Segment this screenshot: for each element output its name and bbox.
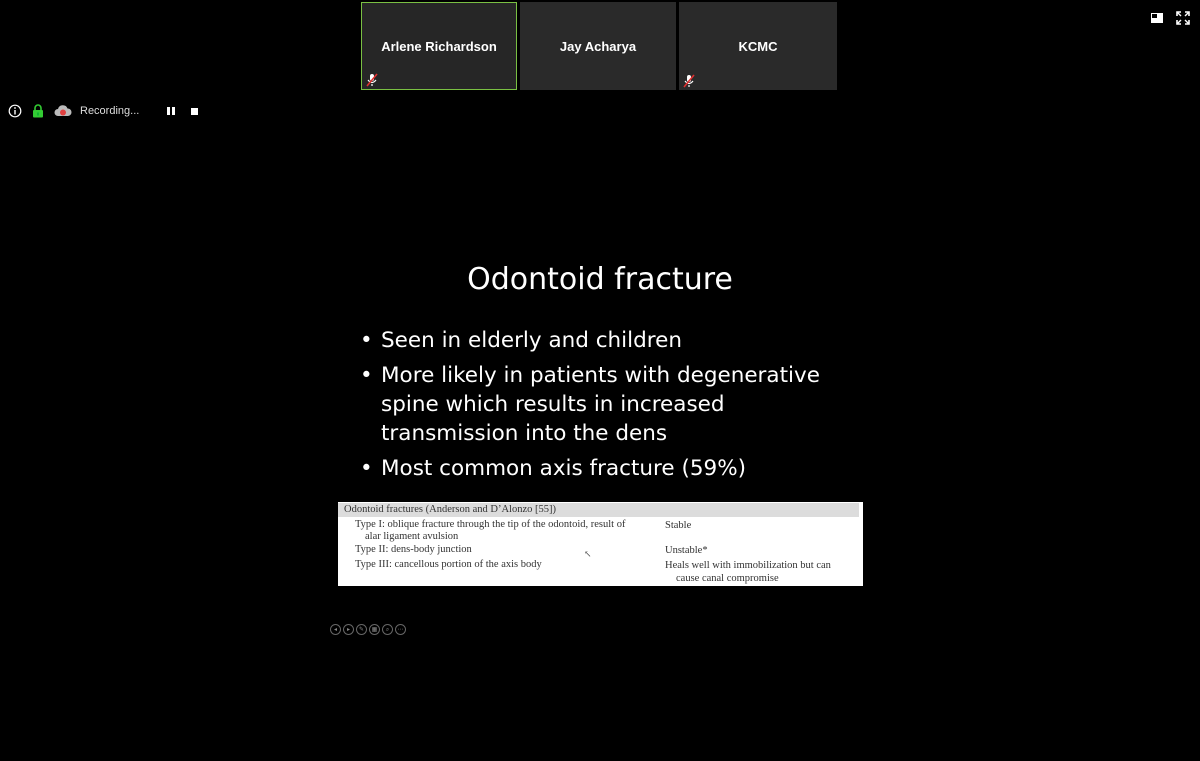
muted-mic-icon	[683, 74, 695, 88]
participant-tile-kcmc[interactable]	[679, 2, 837, 90]
participant-tile-arlene[interactable]	[361, 2, 517, 90]
slide-bullet-list	[360, 326, 840, 489]
stop-recording-button[interactable]	[191, 108, 198, 115]
participant-name: KCMC	[738, 38, 778, 54]
slide-bullet: • Seen in elderly and children	[360, 326, 840, 355]
table-cell-stability: Heals well with immobilization but can	[665, 560, 831, 571]
slide-bullet: • More likely in patients with degenerative spine which results in increased transmission into the dens	[360, 361, 840, 448]
recording-bar	[8, 103, 198, 119]
table-cell-type-cont: alar ligament avulsion	[365, 531, 459, 542]
participant-tile-jay[interactable]	[520, 2, 676, 90]
table-cell-type: Type I: oblique fracture through the tip of the odontoid, result of	[355, 519, 626, 530]
table-header: Odontoid fractures (Anderson and D’Alonzo [55])	[338, 503, 859, 517]
table-cell-stability-cont: cause canal compromise	[676, 573, 779, 584]
previous-slide-icon[interactable]: ◂	[330, 624, 341, 635]
fullscreen-icon[interactable]	[1176, 11, 1190, 25]
pause-icon	[167, 107, 170, 115]
table-cell-stability: Unstable*	[665, 545, 708, 556]
table-cell-type: Type III: cancellous portion of the axis body	[355, 559, 542, 570]
cloud-recording-icon	[54, 104, 72, 118]
muted-mic-icon	[366, 73, 378, 87]
lock-icon[interactable]	[32, 104, 44, 118]
slide-bullet: • Most common axis fracture (59%)	[360, 454, 840, 483]
table-cell-stability: Stable	[665, 520, 692, 531]
slides-grid-icon[interactable]: ▦	[369, 624, 380, 635]
table-cell-type: Type II: dens-body junction	[355, 544, 472, 555]
info-icon[interactable]	[8, 104, 22, 118]
recording-label: Recording...	[80, 105, 140, 117]
layout-icon[interactable]	[1150, 11, 1164, 25]
pause-recording-button[interactable]	[167, 107, 175, 115]
mouse-cursor-icon: ↖	[584, 549, 592, 559]
more-options-icon[interactable]: ⋯	[395, 624, 406, 635]
next-slide-icon[interactable]: ▸	[343, 624, 354, 635]
slide-title: Odontoid fracture	[467, 262, 733, 297]
pen-icon[interactable]: ✎	[356, 624, 367, 635]
odontoid-classification-table	[338, 502, 863, 586]
zoom-icon[interactable]: ⌕	[382, 624, 393, 635]
participant-name: Arlene Richardson	[381, 38, 497, 54]
slideshow-controls	[330, 624, 407, 635]
participant-name: Jay Acharya	[559, 38, 637, 54]
